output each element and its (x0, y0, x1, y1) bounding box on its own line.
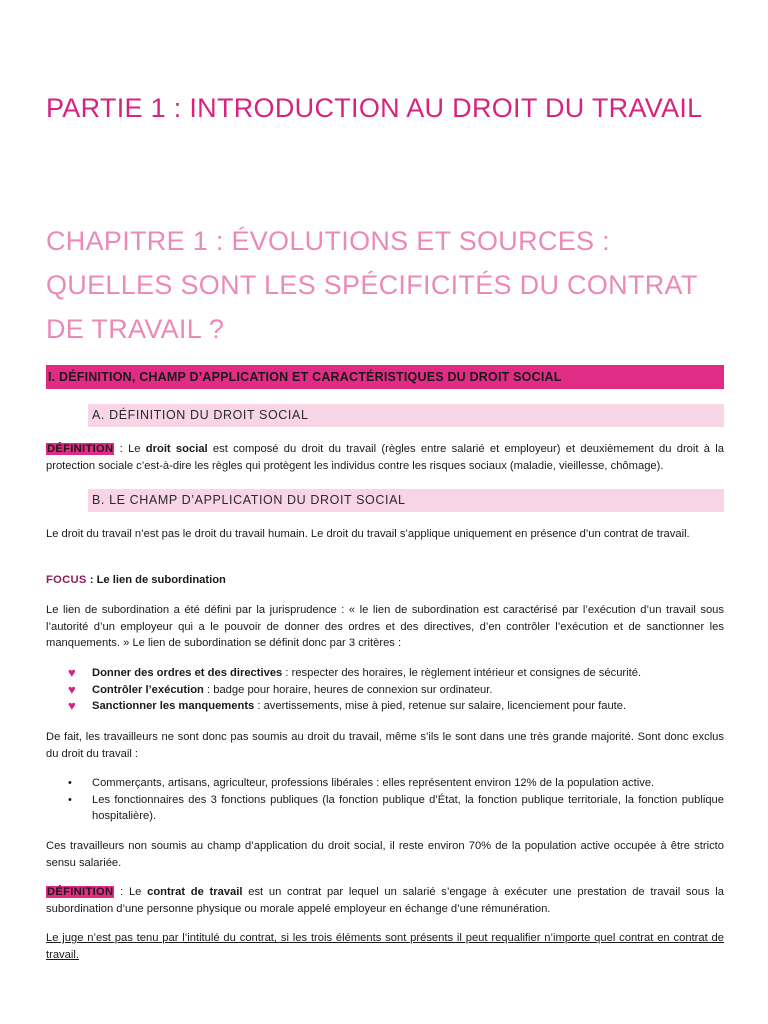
list-item (46, 698, 724, 715)
critere-text: : respecter des horaires, le règlement intérieur et consignes de sécurité. (282, 667, 642, 679)
criteres-list (46, 665, 724, 715)
definition-term: contrat de travail (147, 886, 243, 898)
exclus-list (46, 775, 724, 825)
partie-title: PARTIE 1 : INTRODUCTION AU DROIT DU TRAVAIL (46, 93, 703, 123)
list-item (46, 792, 724, 825)
subsection-heading-b: B. LE CHAMP D’APPLICATION DU DROIT SOCIAL (88, 489, 724, 512)
definition-tag: DÉFINITION (47, 443, 114, 455)
critere-term: Sanctionner les manquements (92, 700, 255, 713)
definition-droit-social (46, 441, 724, 474)
list-item (46, 665, 724, 682)
focus-title: : Le lien de subordination (86, 574, 226, 586)
critere-text: : avertissements, mise à pied, retenue sur salaire, licenciement pour faute. (254, 700, 627, 713)
exclus-text: Commerçants, artisans, agriculteur, professions libérales : elles représentent environ 12% de la population active. (92, 777, 655, 789)
definition-separator: : Le (114, 886, 148, 898)
chapitre-title: CHAPITRE 1 : ÉVOLUTIONS ET SOURCES : QUELLES SONT LES SPÉCIFICITÉS DU CONTRAT DE TRAVAIL ? (46, 226, 698, 344)
critere-term: Donner des ordres et des directives (92, 667, 283, 679)
list-item (46, 682, 724, 699)
dot-bullet-icon: • (68, 793, 72, 806)
paragraph-juge: Le juge n’est pas tenu par l’intitulé du contrat, si les trois éléments sont présents il peut requalifier n’importe quel contrat en contrat de travail. (46, 932, 724, 961)
paragraph-non-soumis: Ces travailleurs non soumis au champ d’application du droit social, il reste environ 70% de la population active occupée à être stricto sensu salariée. (46, 840, 724, 869)
definition-contrat-travail (46, 884, 724, 917)
heart-bullet-icon: ♥ (68, 681, 76, 697)
exclus-text: Les fonctionnaires des 3 fonctions publiques (la fonction publique d’État, la fonction publique territoriale, la fonction publique hospitalière). (92, 793, 724, 823)
heart-bullet-icon: ♥ (68, 698, 76, 714)
definition-term: droit social (145, 443, 208, 455)
focus-heading (46, 572, 724, 589)
paragraph-lien-subordination: Le lien de subordination a été défini par la jurisprudence : « le lien de subordination est caractérisé par l’exécution d’un travail sous l’autorité d’un employeur qui a le pouvoir de donner des ordres et des directives, d’en contrôler l’exécution et de sanctionner les manquements. » Le lien de subordination se définit donc par 3 critères : (46, 604, 724, 650)
critere-text: : badge pour horaire, heures de connexion sur ordinateur. (203, 683, 493, 696)
paragraph-exclus: De fait, les travailleurs ne sont donc pas soumis au droit du travail, même s’ils le sont dans une très grande majorité. Sont donc exclus du droit du travail : (46, 731, 724, 760)
section-heading-1: I. DÉFINITION, CHAMP D’APPLICATION ET CARACTÉRISTIQUES DU DROIT SOCIAL (46, 365, 724, 389)
list-item (46, 775, 724, 792)
definition-text: est un contrat par lequel un salarié s’engage à exécuter une prestation de travail sous la subordination d’une personne physique ou morale appelé employeur en échange d’une rémunération. (46, 886, 724, 915)
definition-separator: : Le (114, 443, 146, 455)
definition-tag: DÉFINITION (47, 886, 114, 898)
heart-bullet-icon: ♥ (68, 665, 76, 680)
paragraph-champ: Le droit du travail n’est pas le droit du travail humain. Le droit du travail s’applique uniquement en présence d’un contrat de travail. (46, 528, 690, 540)
definition-text: est composé du droit du travail (règles entre salarié et employeur) et deuxièmement du droit à la protection sociale c’est-à-dire les règles qui protègent les individus contre les risques sociaux (maladie, vieillesse, chômage). (46, 443, 724, 472)
critere-term: Contrôler l’exécution (92, 683, 204, 696)
subsection-heading-a: A. DÉFINITION DU DROIT SOCIAL (88, 404, 724, 427)
dot-bullet-icon: • (68, 777, 72, 789)
focus-tag: FOCUS (46, 574, 87, 586)
